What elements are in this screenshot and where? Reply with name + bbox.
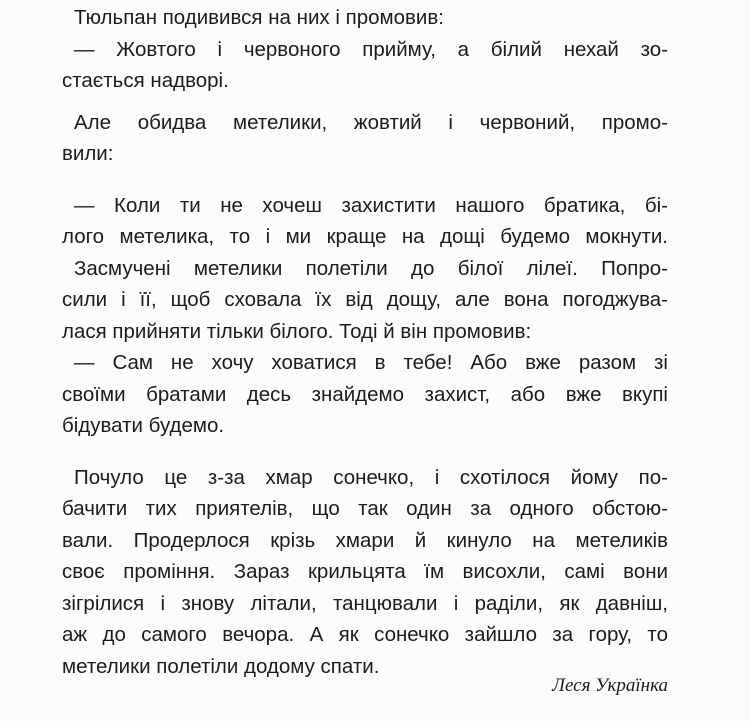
text-line: бачити тих приятелів, що так один за одного обстою-	[62, 497, 668, 520]
paragraph-2	[62, 107, 668, 170]
text-line: лася прийняти тільки білого. Тоді й він промовив:	[62, 319, 532, 343]
text-line: метелики полетіли додому спати.	[62, 654, 380, 678]
text-line: Тюльпан подивився на них і промовив:	[74, 6, 444, 29]
text-line: Але обидва метелики, жовтий і червоний, промо-	[74, 110, 668, 134]
text-line: своє проміння. Зараз крильцята їм висохли, самі вони	[62, 560, 668, 583]
text-line: вили:	[62, 142, 114, 165]
text-line: вали. Продерлося крізь хмари й кинуло на метеликів	[62, 528, 668, 552]
text-line: стається надворі.	[62, 69, 229, 92]
text-line: аж до самого вечора. А як сонечко зайшло за гору, то	[62, 623, 668, 646]
text-line: — Сам не хочу ховатися в тебе! Або вже разом зі	[74, 351, 668, 374]
text-line: — Жовтого і червоного прийму, а білий нехай зо-	[74, 37, 668, 61]
text-line: — Коли ти не хочеш захистити нашого братика, бі-	[74, 193, 668, 217]
text-line: бідувати будемо.	[62, 414, 225, 437]
paragraph-4	[62, 462, 668, 683]
text-line: своїми братами десь знайдемо захист, або вже вкупі	[62, 382, 668, 406]
text-line: зігрілися і знову літали, танцювали і раділи, як давніш,	[62, 591, 668, 615]
text-line: Почуло це з-за хмар сонечко, і схотілося йому по-	[74, 465, 668, 489]
text-line: Засмучені метелики полетіли до білої лілеї. Попро-	[74, 256, 668, 280]
paragraph-3	[62, 190, 668, 442]
author-signature: Леся Українка	[552, 675, 668, 696]
paragraph-1	[62, 2, 668, 97]
text-line: лого метелика, то і ми краще на дощі будемо мокнути.	[62, 225, 668, 248]
text-line: сили і її, щоб сховала їх від дощу, але вона погоджува-	[62, 288, 668, 311]
